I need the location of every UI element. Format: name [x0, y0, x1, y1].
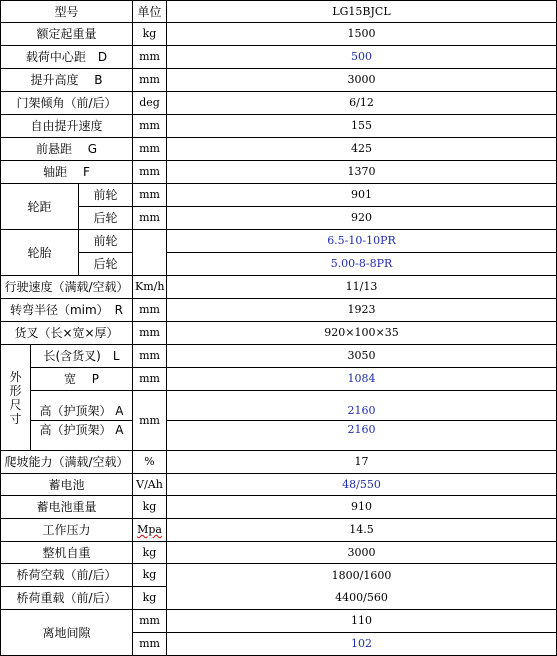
- model-header: 型号: [1, 1, 133, 23]
- track-rear-unit: mm: [133, 207, 167, 230]
- row-unit: kg: [133, 23, 167, 46]
- table-row: [1, 542, 557, 564]
- dims-width-label: 宽 P: [31, 368, 133, 391]
- tire-front-value: 6.5-10-10PR: [167, 230, 557, 253]
- track-front-label: 前轮: [79, 184, 133, 207]
- clearance-label: 离地间隙: [1, 610, 133, 656]
- row-unit: mm: [133, 46, 167, 69]
- row-value: 1923: [167, 299, 557, 322]
- dims-label-char: 寸: [9, 411, 22, 426]
- row-unit: V/Ah: [133, 474, 167, 496]
- clearance-value-1: 110: [167, 610, 557, 633]
- dims-height1-value: 2160: [167, 391, 557, 421]
- dims-label-char: 尺: [9, 397, 22, 412]
- track-label: 轮距: [1, 184, 79, 230]
- row-label: 载荷中心距 D: [1, 46, 133, 69]
- axle-loaded-value: 4400/560: [335, 590, 388, 604]
- dims-length-unit: mm: [133, 345, 167, 368]
- table-row: [1, 451, 557, 474]
- row-label: 提升高度 B: [1, 69, 133, 92]
- row-label: 整机自重: [1, 542, 133, 564]
- tire-rear-value: 5.00-8-8PR: [167, 253, 557, 276]
- row-value: 500: [167, 46, 557, 69]
- track-front-row: [1, 184, 557, 207]
- row-value: 910: [167, 496, 557, 519]
- row-unit: kg: [133, 542, 167, 564]
- row-label: 自由提升速度: [1, 115, 133, 138]
- axle-empty-label: 桥荷空载（前/后）: [1, 564, 133, 587]
- row-value: 3000: [167, 69, 557, 92]
- track-rear-row: [1, 207, 557, 230]
- row-value: 1370: [167, 161, 557, 184]
- tire-rear-row: [1, 253, 557, 276]
- row-value: 14.5: [167, 519, 557, 542]
- tire-front-label: 前轮: [79, 230, 133, 253]
- row-label: 门架倾角（前/后）: [1, 92, 133, 115]
- axle-empty-value: 1800/1600: [331, 568, 392, 582]
- table-row: [1, 519, 557, 542]
- row-value: 425: [167, 138, 557, 161]
- track-rear-value: 920: [167, 207, 557, 230]
- axle-empty-unit: kg: [133, 564, 167, 587]
- row-value: 11/13: [167, 276, 557, 299]
- row-unit: mm: [133, 115, 167, 138]
- dims-height-unit: mm: [133, 391, 167, 451]
- row-label: 蓄电池: [1, 474, 133, 496]
- table-row: [1, 161, 557, 184]
- row-value: 1500: [167, 23, 557, 46]
- table-row: [1, 46, 557, 69]
- model-value: LG15BJCL: [167, 1, 557, 23]
- dims-length-label: 长(含货叉) L: [31, 345, 133, 368]
- row-unit: mm: [133, 161, 167, 184]
- dims-length-value: 3050: [167, 345, 557, 368]
- row-label: 前悬距 G: [1, 138, 133, 161]
- row-label: 蓄电池重量: [1, 496, 133, 519]
- row-unit: mm: [133, 299, 167, 322]
- axle-empty-row: [1, 564, 557, 587]
- clearance-value-2: 102: [167, 633, 557, 656]
- dims-width-value: 1084: [167, 368, 557, 391]
- tire-unit-cell: [133, 230, 167, 276]
- dims-height2-label: 高（护顶架） A: [31, 421, 133, 451]
- row-label: 行驶速度（满载/空载）: [1, 276, 133, 299]
- row-label: 转弯半径（mim） R: [1, 299, 133, 322]
- clearance-unit-2: mm: [133, 633, 167, 656]
- row-unit: mm: [133, 322, 167, 345]
- row-unit: Km/h: [133, 276, 167, 299]
- row-value: 17: [167, 451, 557, 474]
- axle-loaded-unit: kg: [133, 587, 167, 610]
- row-label: 额定起重量: [1, 23, 133, 46]
- row-unit: mm: [133, 69, 167, 92]
- table-row: [1, 115, 557, 138]
- table-row: [1, 322, 557, 345]
- dims-width-row: [1, 368, 557, 391]
- row-unit: [133, 519, 167, 542]
- axle-values: [167, 564, 557, 610]
- track-front-unit: mm: [133, 184, 167, 207]
- dims-label-char: 外: [9, 369, 22, 384]
- clearance-row-1: [1, 610, 557, 633]
- table-row: [1, 69, 557, 92]
- row-value: 155: [167, 115, 557, 138]
- tire-front-row: [1, 230, 557, 253]
- dims-width-unit: mm: [133, 368, 167, 391]
- table-row: [1, 92, 557, 115]
- table-row: [1, 138, 557, 161]
- track-front-value: 901: [167, 184, 557, 207]
- row-label: 货叉（长×宽×厚）: [1, 322, 133, 345]
- table-row: [1, 276, 557, 299]
- row-value: 920×100×35: [167, 322, 557, 345]
- tire-label: 轮胎: [1, 230, 79, 276]
- row-label: 爬坡能力（满载/空载）: [1, 451, 133, 474]
- row-unit: %: [133, 451, 167, 474]
- dims-label-char: 形: [9, 383, 22, 398]
- row-label: 轴距 F: [1, 161, 133, 184]
- table-row: [1, 474, 557, 496]
- axle-loaded-label: 桥荷重载（前/后）: [1, 587, 133, 610]
- table-row: [1, 23, 557, 46]
- row-value: 3000: [167, 542, 557, 564]
- header-row: [1, 1, 557, 23]
- table-row: [1, 299, 557, 322]
- row-value: 6/12: [167, 92, 557, 115]
- row-unit: mm: [133, 138, 167, 161]
- unit-text: Mpa: [137, 523, 162, 536]
- row-label: 工作压力: [1, 519, 133, 542]
- row-unit: deg: [133, 92, 167, 115]
- dims-label: [1, 345, 31, 451]
- track-rear-label: 后轮: [79, 207, 133, 230]
- dims-length-row: [1, 345, 557, 368]
- clearance-unit-1: mm: [133, 610, 167, 633]
- table-row: [1, 496, 557, 519]
- dims-height2-row: [1, 421, 557, 451]
- row-value: 48/550: [167, 474, 557, 496]
- dims-height2-value: 2160: [167, 421, 557, 451]
- row-unit: kg: [133, 496, 167, 519]
- unit-header: 单位: [133, 1, 167, 23]
- tire-rear-label: 后轮: [79, 253, 133, 276]
- dims-height1-label: 高（护顶架） A: [31, 391, 133, 421]
- dims-height1-row: [1, 391, 557, 421]
